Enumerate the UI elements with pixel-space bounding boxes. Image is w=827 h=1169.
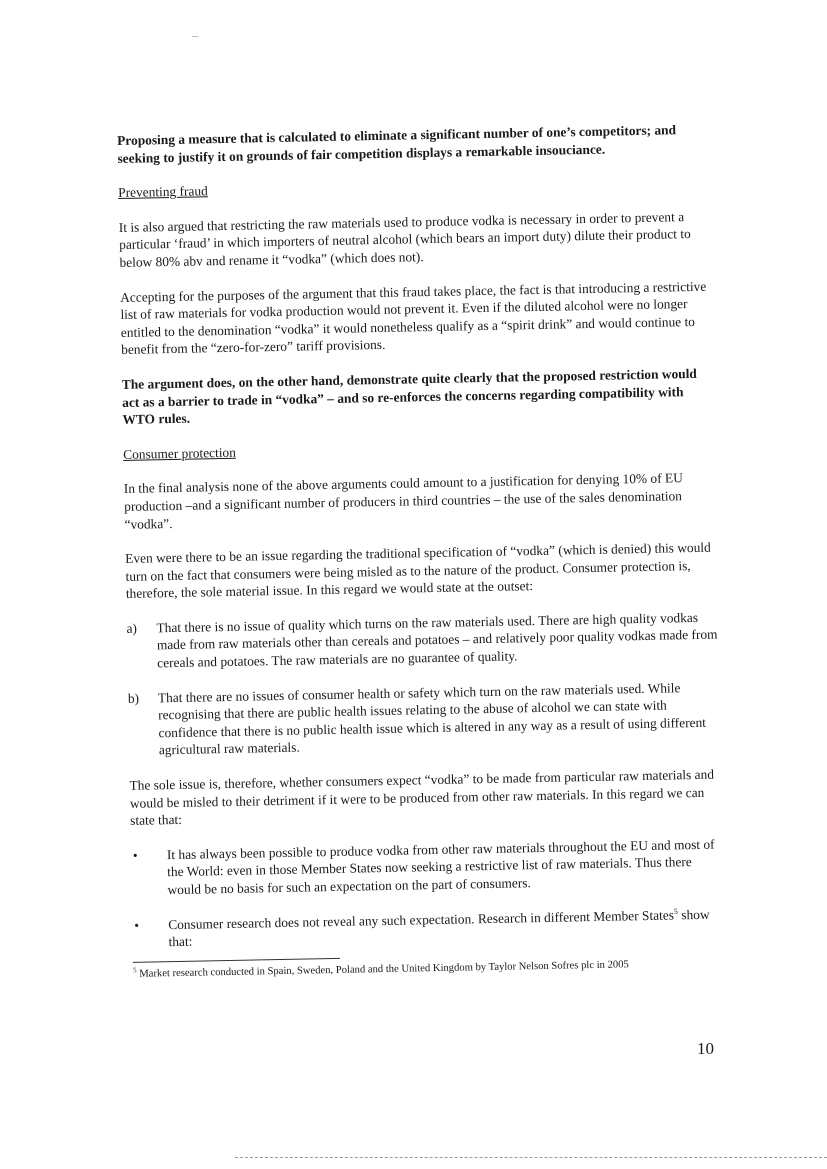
list-item-text: That there are no issues of consumer health or safety which turn on the raw materials used. While recognising that there are public health issues relating to the abuse of alcohol we can state with confidence that there is no public health issue which is altered in any way as a result of using different agricultural raw materials.: [157, 679, 707, 758]
page-body: [117, 121, 727, 982]
bullet-item-1: [131, 835, 726, 899]
list-marker: b): [127, 690, 140, 706]
footnote-divider: [133, 958, 340, 963]
intro-paragraph: Proposing a measure that is calculated to eliminate a significant number of one’s competitors; and seeking to justify it on grounds of fair competition displays a remarkable insouciance.: [117, 122, 677, 166]
bullet-text-end: show that:: [168, 906, 710, 950]
section-heading-consumer-protection: Consumer protection: [123, 444, 236, 462]
list-marker: a): [126, 620, 138, 636]
footnote-text: Market research conducted in Spain, Sweden, Poland and the United Kingdom by Taylor Nelson Sofres plc in 2005: [139, 959, 629, 980]
bullet-icon: •: [132, 847, 138, 863]
list-item-text: That there is no issue of quality which turns on the raw materials used. There are high quality vodkas made from raw materials other than cereals and potatoes – and relatively poor quality vodkas made from cereals and potatoes. The raw materials are no guarantee of quality.: [156, 609, 718, 671]
consumer-paragraph-2: Even were there to be an issue regarding the traditional specification of “vodka” (which is denied) this would turn on the fact that consumers were being misled as to the nature of the product. Consumer protection is, therefore, the sole material issue. In this regard we would state at the outset:: [125, 539, 711, 602]
section-heading-preventing-fraud: Preventing fraud: [118, 183, 208, 201]
scan-speck: [192, 36, 198, 37]
page-number: 10: [697, 1039, 714, 1058]
bullet-item-2: [132, 905, 727, 952]
consumer-paragraph-1: In the final analysis none of the above arguments could amount to a justification for denying 10% of EU production –and a significant number of producers in third countries – the use of the sales denomination “vodka”.: [123, 470, 683, 532]
bullet-text-start: Consumer research does not reveal any such expectation. Research in different Member States: [168, 907, 675, 932]
footnote-number: 5: [133, 966, 137, 975]
list-item-a: [126, 608, 721, 672]
consumer-paragraph-3: The sole issue is, therefore, whether consumers expect “vodka” to be made from particular raw materials and would be misled to their detriment if it were to be produced from other raw materials. In this regard we can state that:: [129, 766, 715, 829]
footnote-reference: 5: [673, 906, 678, 916]
fraud-paragraph-2: Accepting for the purposes of the argument that this fraud takes place, the fact is that introducing a restrictive list of raw materials for vodka production would not prevent it. Even if the diluted alcohol were no longer entitled to the denomination “vodka” it would nonetheless qualify as a “spirit drink” and would continue to benefit from the “zero-for-zero” tariff provisions.: [120, 278, 707, 358]
bullet-text: [168, 905, 727, 951]
scan-edge-line: [235, 1157, 827, 1158]
bullet-icon: •: [134, 917, 140, 933]
bullet-text: It has always been possible to produce vodka from other raw materials throughout the EU and most of the World: even in those Member States now seeking a restrictive list of raw materials. Thus there would be no basis for such an expectation on the part of consumers.: [166, 836, 715, 898]
list-item-b: [128, 678, 723, 760]
fraud-paragraph-1: It is also argued that restricting the raw materials used to produce vodka is necessary in order to prevent a particular ‘fraud’ in which importers of neutral alcohol (which bears an import duty) dilute their product to below 80% abv and rename it “vodka” (which does not).: [118, 208, 691, 270]
fraud-paragraph-3: The argument does, on the other hand, demonstrate quite clearly that the proposed restriction would act as a barrier to trade in “vodka” – and so re-enforces the concerns regarding compatibility with WTO rules.: [121, 365, 697, 428]
